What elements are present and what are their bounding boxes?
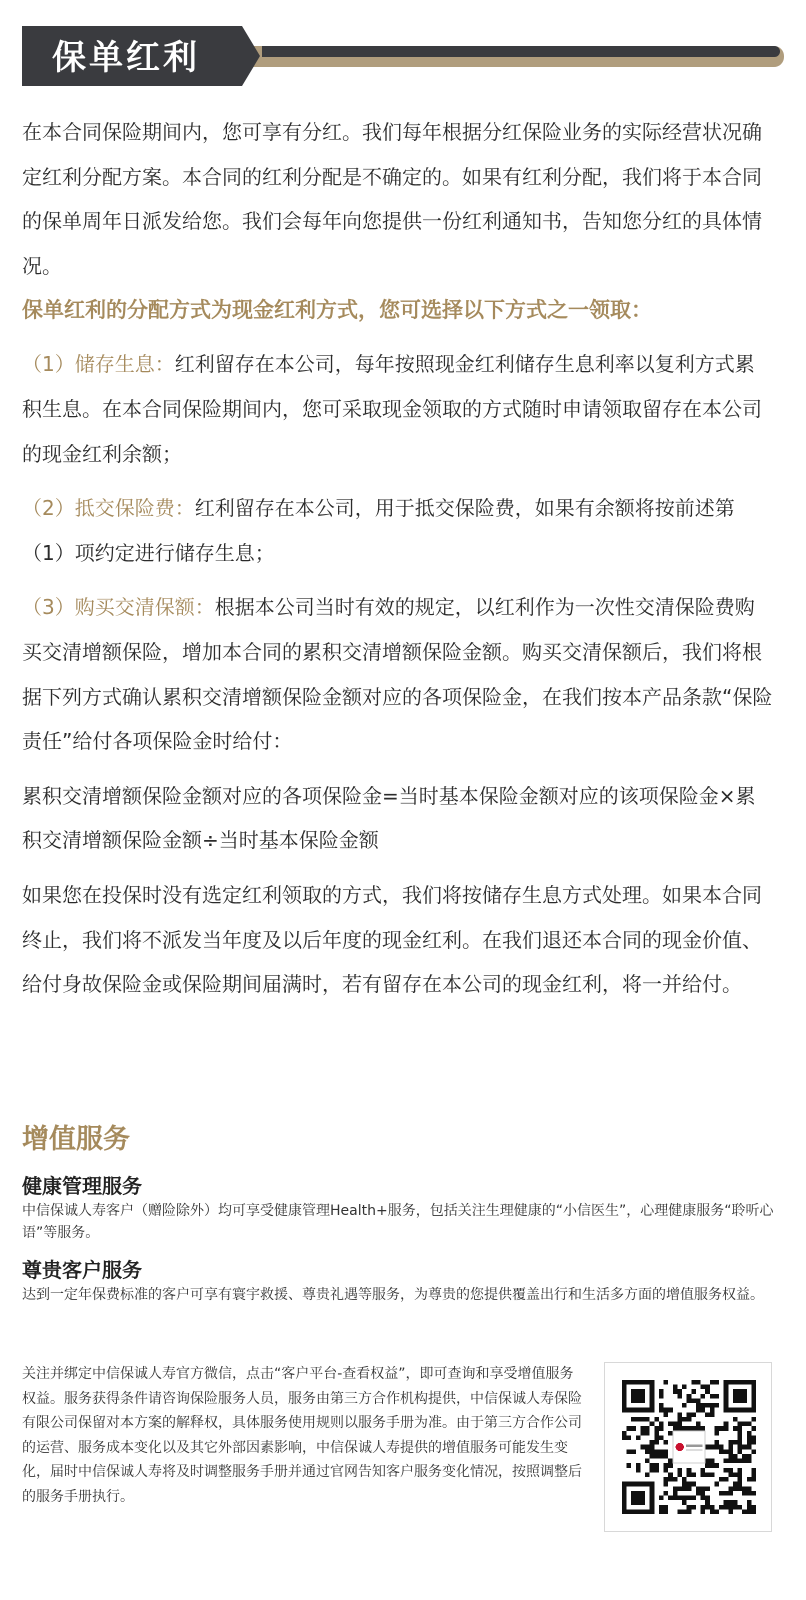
qr-code-frame [604,1362,772,1532]
option-1-text: 红利留存在本公司，每年按照现金红利储存生息利率以复利方式累积生息。在本合同保险期间内，您可采取现金领取的方式随时申请领取留存在本公司的现金红利余额； [22,352,762,466]
footer-notice: 关注并绑定中信保诚人寿官方微信，点击“客户平台-查看权益”，即可查询和享受增值服务权益。服务获得条件请咨询保险服务人员，服务由第三方合作机构提供，中信保诚人寿保险有限公司保留对本方案的解释权，具体服务使用规则以服务手册为准。由于第三方合作公司的运营、服务成本变化以及其它外部因素影响，中信保诚人寿提供的增值服务可能发生变化，届时中信保诚人寿将及时调整服务手册并通过官网告知客户服务变化情况，按照调整后的服务手册执行。 [22,1366,582,1505]
banner-dark-bar [262,46,780,57]
option-3-label: （3）购买交清保额： [22,595,215,620]
health-service-title: 健康管理服务 [22,1174,142,1198]
qr-code-icon [622,1380,756,1514]
services-title: 增值服务 [22,1124,130,1155]
formula-paragraph: 累积交清增额保险金额对应的各项保险金=当时基本保险金额对应的该项保险金×累积交清增额保险金额÷当时基本保险金额 [22,783,756,853]
section-banner [22,22,784,88]
option-2 [22,486,774,575]
option-2-label: （2）抵交保险费： [22,496,195,521]
option-1-label: （1）储存生息： [22,352,175,377]
option-3 [22,585,774,763]
health-service-desc: 中信保诚人寿客户（赠险除外）均可享受健康管理Health+服务，包括关注生理健康的“小信医生”，心理健康服务“聆听心语”等服务。 [22,1203,774,1241]
option-1 [22,342,774,476]
distribution-heading: 保单红利的分配方式为现金红利方式，您可选择以下方式之一领取： [22,298,652,323]
option-3-text: 根据本公司当时有效的规定，以红利作为一次性交清保险费购买交清增额保险，增加本合同的累积交清增额保险金额。购买交清保额后，我们将根据下列方式确认累积交清增额保险金额对应的各项保险金，在我们按本产品条款“保险责任”给付各项保险金时给付： [22,595,773,754]
banner-title: 保单红利 [52,38,200,78]
intro-paragraph: 在本合同保险期间内，您可享有分红。我们每年根据分红保险业务的实际经营状况确定红利分配方案。本合同的红利分配是不确定的。如果有红利分配，我们将于本合同的保单周年日派发给您。我们会每年向您提供一份红利通知书，告知您分红的具体情况。 [22,120,762,278]
vip-service-title: 尊贵客户服务 [22,1258,142,1282]
option-2-text: 红利留存在本公司，用于抵交保险费，如果有余额将按前述第（1）项约定进行储存生息； [22,496,735,565]
value-added-services [22,1120,782,1306]
vip-service-desc: 达到一定年保费标准的客户可享有寰宇救援、尊贵礼遇等服务，为尊贵的您提供覆盖出行和生活多方面的增值服务权益。 [22,1287,764,1303]
dividend-content [22,110,774,1007]
closing-paragraph: 如果您在投保时没有选定红利领取的方式，我们将按储存生息方式处理。如果本合同终止，我们将不派发当年度及以后年度的现金红利。在我们退还本合同的现金价值、给付身故保险金或保险期间届满时，若有留存在本公司的现金红利，将一并给付。 [22,882,762,997]
